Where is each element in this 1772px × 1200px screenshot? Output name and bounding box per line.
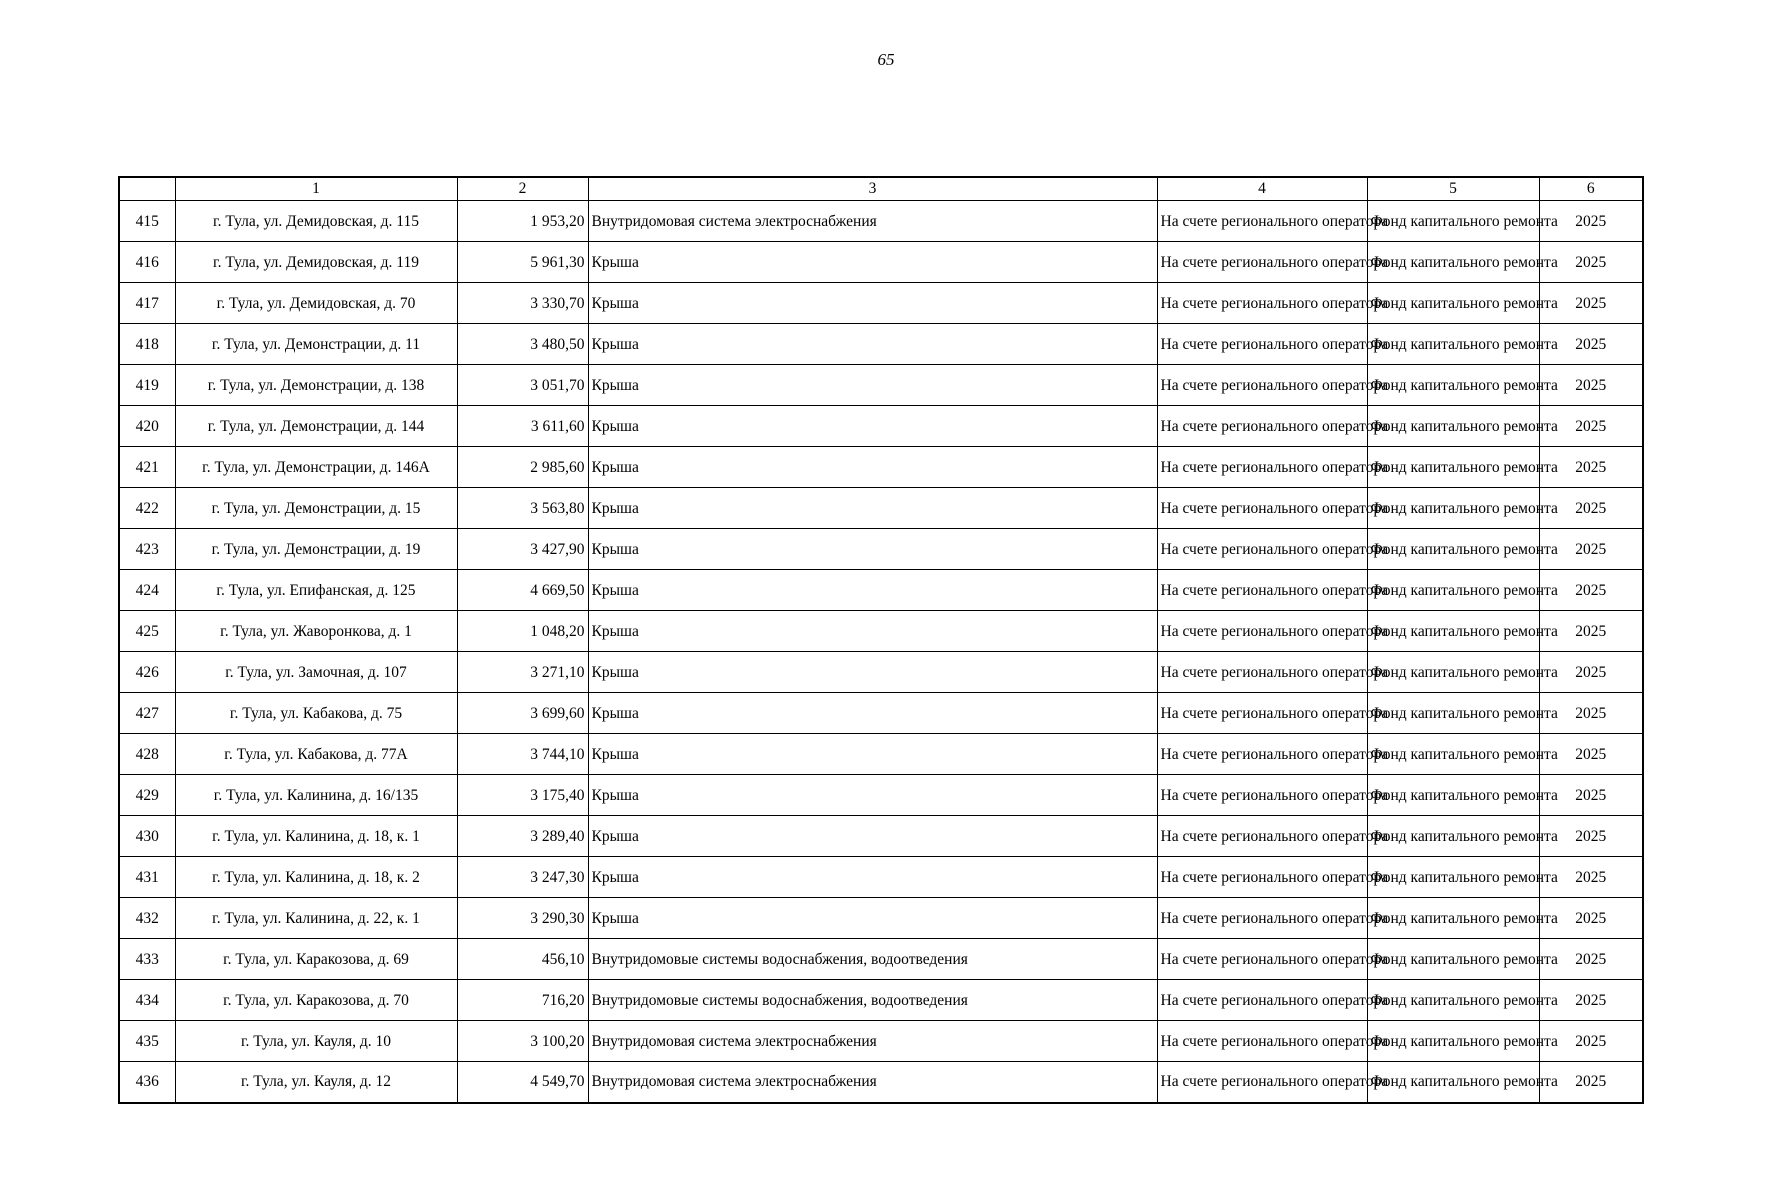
address-cell: г. Тула, ул. Демидовская, д. 119 <box>175 242 457 283</box>
funding-account-cell: На счете регионального оператора <box>1157 939 1367 980</box>
year-cell: 2025 <box>1539 570 1643 611</box>
area-cell: 3 100,20 <box>457 1021 588 1062</box>
work-type-cell: Крыша <box>588 529 1157 570</box>
row-number: 431 <box>119 857 175 898</box>
funding-source-cell: Фонд капитального ремонта <box>1367 939 1539 980</box>
funding-source-cell: Фонд капитального ремонта <box>1367 816 1539 857</box>
column-header: 6 <box>1539 177 1643 201</box>
table-row <box>119 857 1643 898</box>
table-row <box>119 447 1643 488</box>
row-number: 424 <box>119 570 175 611</box>
header-row <box>119 177 1643 201</box>
address-cell: г. Тула, ул. Жаворонкова, д. 1 <box>175 611 457 652</box>
address-cell: г. Тула, ул. Калинина, д. 22, к. 1 <box>175 898 457 939</box>
work-type-cell: Крыша <box>588 775 1157 816</box>
table-row <box>119 488 1643 529</box>
address-cell: г. Тула, ул. Калинина, д. 18, к. 2 <box>175 857 457 898</box>
funding-account-cell: На счете регионального оператора <box>1157 1062 1367 1103</box>
table-row <box>119 734 1643 775</box>
area-cell: 3 289,40 <box>457 816 588 857</box>
funding-account-cell: На счете регионального оператора <box>1157 693 1367 734</box>
work-type-cell: Крыша <box>588 365 1157 406</box>
area-cell: 3 175,40 <box>457 775 588 816</box>
work-type-cell: Крыша <box>588 816 1157 857</box>
area-cell: 4 669,50 <box>457 570 588 611</box>
work-type-cell: Внутридомовая система электроснабжения <box>588 201 1157 242</box>
area-cell: 1 953,20 <box>457 201 588 242</box>
year-cell: 2025 <box>1539 447 1643 488</box>
registry-table <box>118 176 1644 1104</box>
table-row <box>119 283 1643 324</box>
funding-account-cell: На счете регионального оператора <box>1157 324 1367 365</box>
year-cell: 2025 <box>1539 939 1643 980</box>
funding-account-cell: На счете регионального оператора <box>1157 242 1367 283</box>
table-row <box>119 324 1643 365</box>
work-type-cell: Внутридомовая система электроснабжения <box>588 1021 1157 1062</box>
table-row <box>119 365 1643 406</box>
area-cell: 3 563,80 <box>457 488 588 529</box>
work-type-cell: Крыша <box>588 693 1157 734</box>
row-number: 429 <box>119 775 175 816</box>
funding-source-cell: Фонд капитального ремонта <box>1367 324 1539 365</box>
row-number: 434 <box>119 980 175 1021</box>
address-cell: г. Тула, ул. Демонстрации, д. 19 <box>175 529 457 570</box>
year-cell: 2025 <box>1539 201 1643 242</box>
work-type-cell: Крыша <box>588 611 1157 652</box>
address-cell: г. Тула, ул. Кабакова, д. 75 <box>175 693 457 734</box>
funding-source-cell: Фонд капитального ремонта <box>1367 1021 1539 1062</box>
column-header <box>119 177 175 201</box>
funding-account-cell: На счете регионального оператора <box>1157 857 1367 898</box>
row-number: 417 <box>119 283 175 324</box>
work-type-cell: Крыша <box>588 488 1157 529</box>
funding-source-cell: Фонд капитального ремонта <box>1367 529 1539 570</box>
year-cell: 2025 <box>1539 693 1643 734</box>
year-cell: 2025 <box>1539 242 1643 283</box>
year-cell: 2025 <box>1539 611 1643 652</box>
row-number: 420 <box>119 406 175 447</box>
funding-source-cell: Фонд капитального ремонта <box>1367 693 1539 734</box>
table-row <box>119 652 1643 693</box>
year-cell: 2025 <box>1539 980 1643 1021</box>
year-cell: 2025 <box>1539 775 1643 816</box>
funding-source-cell: Фонд капитального ремонта <box>1367 734 1539 775</box>
funding-source-cell: Фонд капитального ремонта <box>1367 283 1539 324</box>
year-cell: 2025 <box>1539 652 1643 693</box>
column-header: 2 <box>457 177 588 201</box>
address-cell: г. Тула, ул. Демидовская, д. 70 <box>175 283 457 324</box>
area-cell: 3 611,60 <box>457 406 588 447</box>
area-cell: 3 290,30 <box>457 898 588 939</box>
year-cell: 2025 <box>1539 898 1643 939</box>
table-row <box>119 816 1643 857</box>
funding-source-cell: Фонд капитального ремонта <box>1367 611 1539 652</box>
table-row <box>119 693 1643 734</box>
funding-account-cell: На счете регионального оператора <box>1157 775 1367 816</box>
column-header: 3 <box>588 177 1157 201</box>
address-cell: г. Тула, ул. Демонстрации, д. 144 <box>175 406 457 447</box>
address-cell: г. Тула, ул. Замочная, д. 107 <box>175 652 457 693</box>
area-cell: 716,20 <box>457 980 588 1021</box>
address-cell: г. Тула, ул. Демонстрации, д. 11 <box>175 324 457 365</box>
funding-account-cell: На счете регионального оператора <box>1157 406 1367 447</box>
row-number: 419 <box>119 365 175 406</box>
work-type-cell: Внутридомовая система электроснабжения <box>588 1062 1157 1103</box>
funding-source-cell: Фонд капитального ремонта <box>1367 898 1539 939</box>
funding-account-cell: На счете регионального оператора <box>1157 488 1367 529</box>
work-type-cell: Крыша <box>588 447 1157 488</box>
area-cell: 3 480,50 <box>457 324 588 365</box>
year-cell: 2025 <box>1539 406 1643 447</box>
year-cell: 2025 <box>1539 488 1643 529</box>
funding-source-cell: Фонд капитального ремонта <box>1367 857 1539 898</box>
funding-account-cell: На счете регионального оператора <box>1157 283 1367 324</box>
funding-account-cell: На счете регионального оператора <box>1157 201 1367 242</box>
address-cell: г. Тула, ул. Кабакова, д. 77А <box>175 734 457 775</box>
year-cell: 2025 <box>1539 283 1643 324</box>
year-cell: 2025 <box>1539 816 1643 857</box>
work-type-cell: Крыша <box>588 283 1157 324</box>
address-cell: г. Тула, ул. Демонстрации, д. 15 <box>175 488 457 529</box>
area-cell: 3 051,70 <box>457 365 588 406</box>
funding-source-cell: Фонд капитального ремонта <box>1367 652 1539 693</box>
row-number: 427 <box>119 693 175 734</box>
table-row <box>119 611 1643 652</box>
address-cell: г. Тула, ул. Кауля, д. 12 <box>175 1062 457 1103</box>
funding-account-cell: На счете регионального оператора <box>1157 734 1367 775</box>
funding-source-cell: Фонд капитального ремонта <box>1367 1062 1539 1103</box>
row-number: 423 <box>119 529 175 570</box>
work-type-cell: Крыша <box>588 406 1157 447</box>
year-cell: 2025 <box>1539 734 1643 775</box>
row-number: 435 <box>119 1021 175 1062</box>
funding-account-cell: На счете регионального оператора <box>1157 365 1367 406</box>
column-header: 5 <box>1367 177 1539 201</box>
funding-account-cell: На счете регионального оператора <box>1157 570 1367 611</box>
table-row <box>119 1062 1643 1103</box>
address-cell: г. Тула, ул. Демонстрации, д. 146А <box>175 447 457 488</box>
year-cell: 2025 <box>1539 324 1643 365</box>
area-cell: 5 961,30 <box>457 242 588 283</box>
address-cell: г. Тула, ул. Калинина, д. 18, к. 1 <box>175 816 457 857</box>
row-number: 433 <box>119 939 175 980</box>
funding-source-cell: Фонд капитального ремонта <box>1367 406 1539 447</box>
work-type-cell: Внутридомовые системы водоснабжения, водоотведения <box>588 980 1157 1021</box>
table-row <box>119 980 1643 1021</box>
work-type-cell: Крыша <box>588 570 1157 611</box>
row-number: 430 <box>119 816 175 857</box>
funding-account-cell: На счете регионального оператора <box>1157 980 1367 1021</box>
table-row <box>119 406 1643 447</box>
row-number: 426 <box>119 652 175 693</box>
work-type-cell: Крыша <box>588 898 1157 939</box>
work-type-cell: Крыша <box>588 857 1157 898</box>
year-cell: 2025 <box>1539 1062 1643 1103</box>
row-number: 418 <box>119 324 175 365</box>
row-number: 425 <box>119 611 175 652</box>
funding-source-cell: Фонд капитального ремонта <box>1367 570 1539 611</box>
funding-account-cell: На счете регионального оператора <box>1157 898 1367 939</box>
table-row <box>119 570 1643 611</box>
row-number: 416 <box>119 242 175 283</box>
row-number: 415 <box>119 201 175 242</box>
work-type-cell: Крыша <box>588 324 1157 365</box>
funding-source-cell: Фонд капитального ремонта <box>1367 488 1539 529</box>
funding-source-cell: Фонд капитального ремонта <box>1367 201 1539 242</box>
row-number: 422 <box>119 488 175 529</box>
row-number: 428 <box>119 734 175 775</box>
address-cell: г. Тула, ул. Каракозова, д. 69 <box>175 939 457 980</box>
area-cell: 3 427,90 <box>457 529 588 570</box>
table-row <box>119 898 1643 939</box>
table-row <box>119 529 1643 570</box>
address-cell: г. Тула, ул. Каракозова, д. 70 <box>175 980 457 1021</box>
funding-source-cell: Фонд капитального ремонта <box>1367 447 1539 488</box>
row-number: 421 <box>119 447 175 488</box>
address-cell: г. Тула, ул. Епифанская, д. 125 <box>175 570 457 611</box>
column-header: 1 <box>175 177 457 201</box>
funding-account-cell: На счете регионального оператора <box>1157 447 1367 488</box>
address-cell: г. Тула, ул. Демидовская, д. 115 <box>175 201 457 242</box>
row-number: 436 <box>119 1062 175 1103</box>
table-row <box>119 939 1643 980</box>
funding-account-cell: На счете регионального оператора <box>1157 1021 1367 1062</box>
table-row <box>119 775 1643 816</box>
table-row <box>119 1021 1643 1062</box>
area-cell: 3 744,10 <box>457 734 588 775</box>
work-type-cell: Крыша <box>588 242 1157 283</box>
funding-account-cell: На счете регионального оператора <box>1157 611 1367 652</box>
year-cell: 2025 <box>1539 857 1643 898</box>
year-cell: 2025 <box>1539 529 1643 570</box>
area-cell: 4 549,70 <box>457 1062 588 1103</box>
column-header: 4 <box>1157 177 1367 201</box>
area-cell: 3 330,70 <box>457 283 588 324</box>
page-number: 65 <box>877 50 895 69</box>
funding-source-cell: Фонд капитального ремонта <box>1367 242 1539 283</box>
year-cell: 2025 <box>1539 365 1643 406</box>
table-row <box>119 201 1643 242</box>
year-cell: 2025 <box>1539 1021 1643 1062</box>
funding-source-cell: Фонд капитального ремонта <box>1367 775 1539 816</box>
work-type-cell: Крыша <box>588 734 1157 775</box>
table-row <box>119 242 1643 283</box>
funding-source-cell: Фонд капитального ремонта <box>1367 365 1539 406</box>
area-cell: 3 271,10 <box>457 652 588 693</box>
address-cell: г. Тула, ул. Калинина, д. 16/135 <box>175 775 457 816</box>
area-cell: 1 048,20 <box>457 611 588 652</box>
funding-account-cell: На счете регионального оператора <box>1157 652 1367 693</box>
work-type-cell: Внутридомовые системы водоснабжения, водоотведения <box>588 939 1157 980</box>
funding-account-cell: На счете регионального оператора <box>1157 529 1367 570</box>
area-cell: 3 247,30 <box>457 857 588 898</box>
work-type-cell: Крыша <box>588 652 1157 693</box>
funding-account-cell: На счете регионального оператора <box>1157 816 1367 857</box>
address-cell: г. Тула, ул. Кауля, д. 10 <box>175 1021 457 1062</box>
address-cell: г. Тула, ул. Демонстрации, д. 138 <box>175 365 457 406</box>
area-cell: 456,10 <box>457 939 588 980</box>
row-number: 432 <box>119 898 175 939</box>
area-cell: 3 699,60 <box>457 693 588 734</box>
area-cell: 2 985,60 <box>457 447 588 488</box>
funding-source-cell: Фонд капитального ремонта <box>1367 980 1539 1021</box>
